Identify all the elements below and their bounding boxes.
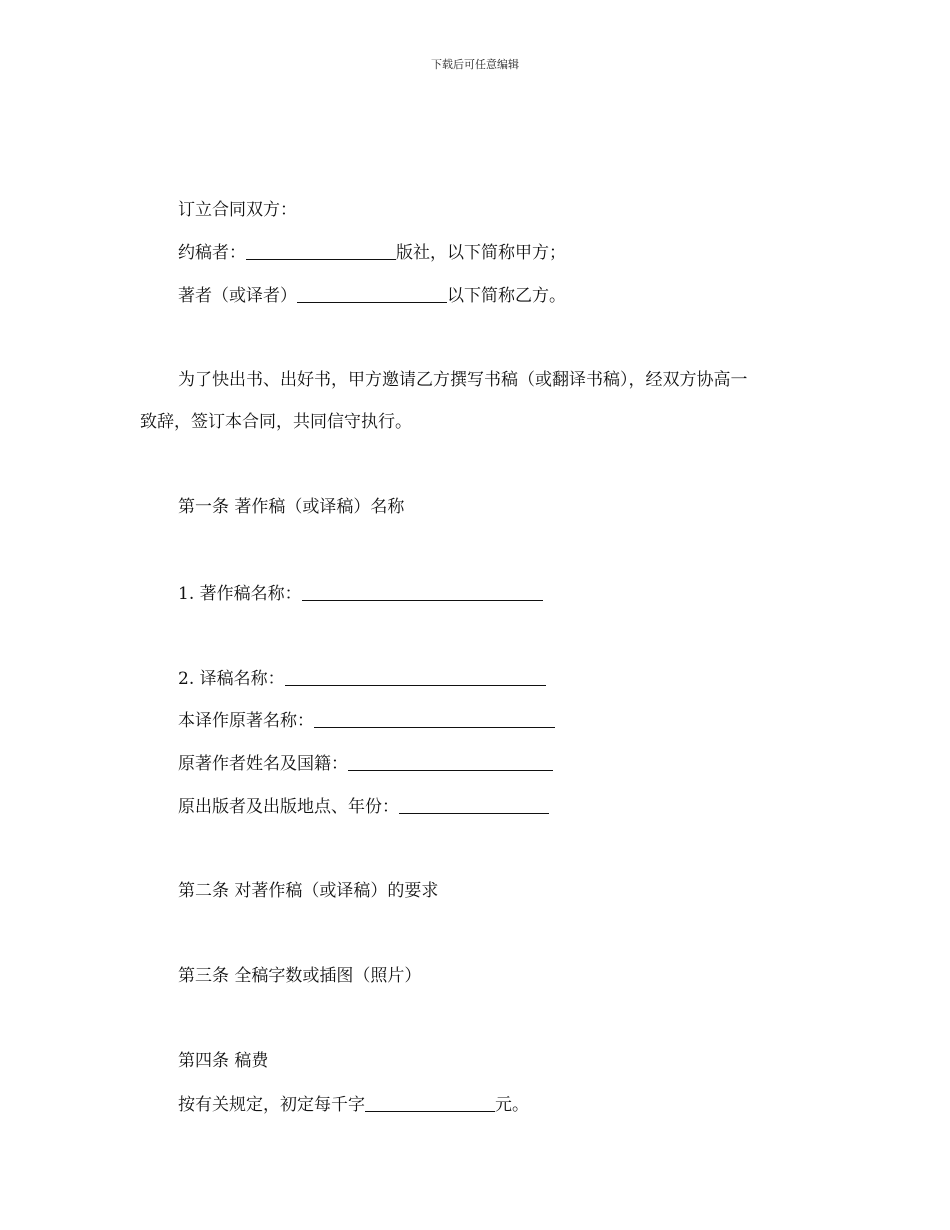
article3-title: 第三条 全稿字数或插图（照片） (178, 966, 422, 986)
party-b-line (178, 284, 566, 307)
article1-item1-line (178, 582, 543, 605)
original-author-line (178, 752, 553, 775)
article2-title: 第二条 对著作稿（或译稿）的要求 (178, 881, 439, 901)
fee-prefix: 按有关规定，初定每千字 (178, 1095, 365, 1115)
parties-title: 订立合同双方： (178, 200, 297, 220)
original-publisher-line (178, 795, 549, 818)
original-publisher-label: 原出版者及出版地点、年份： (178, 797, 399, 817)
party-b-prefix: 著者（或译者） (178, 286, 297, 306)
party-a-line (178, 241, 566, 264)
original-author-blank[interactable] (348, 754, 553, 771)
fee-blank[interactable] (365, 1095, 495, 1112)
article1-item2-line (178, 667, 546, 690)
original-title-line (178, 709, 555, 732)
work-title-blank[interactable] (302, 584, 543, 601)
original-title-blank[interactable] (314, 711, 555, 728)
party-b-suffix: 以下简称乙方。 (447, 286, 566, 306)
party-a-blank[interactable] (246, 243, 396, 260)
intro-line-1: 为了快出书、出好书，甲方邀请乙方撰写书稿（或翻译书稿），经双方协高一 (178, 370, 748, 390)
party-b-blank[interactable] (297, 286, 447, 303)
party-a-suffix: 版社，以下简称甲方； (396, 243, 566, 263)
original-publisher-blank[interactable] (399, 797, 549, 814)
original-title-label: 本译作原著名称： (178, 711, 314, 731)
fee-line (178, 1093, 529, 1116)
translation-title-blank[interactable] (285, 669, 546, 686)
original-author-label: 原著作者姓名及国籍： (178, 754, 348, 774)
page-header: 下载后可任意编辑 (431, 58, 519, 71)
article4-title: 第四条 稿费 (178, 1051, 269, 1071)
intro-line-2: 致辞，签订本合同，共同信守执行。 (140, 412, 412, 432)
fee-suffix: 元。 (495, 1095, 529, 1115)
party-a-prefix: 约稿者： (178, 243, 246, 263)
article1-title: 第一条 著作稿（或译稿）名称 (178, 497, 405, 517)
article1-item2-label: 2. 译稿名称： (178, 669, 285, 689)
article1-item1-label: 1. 著作稿名称： (178, 584, 302, 604)
